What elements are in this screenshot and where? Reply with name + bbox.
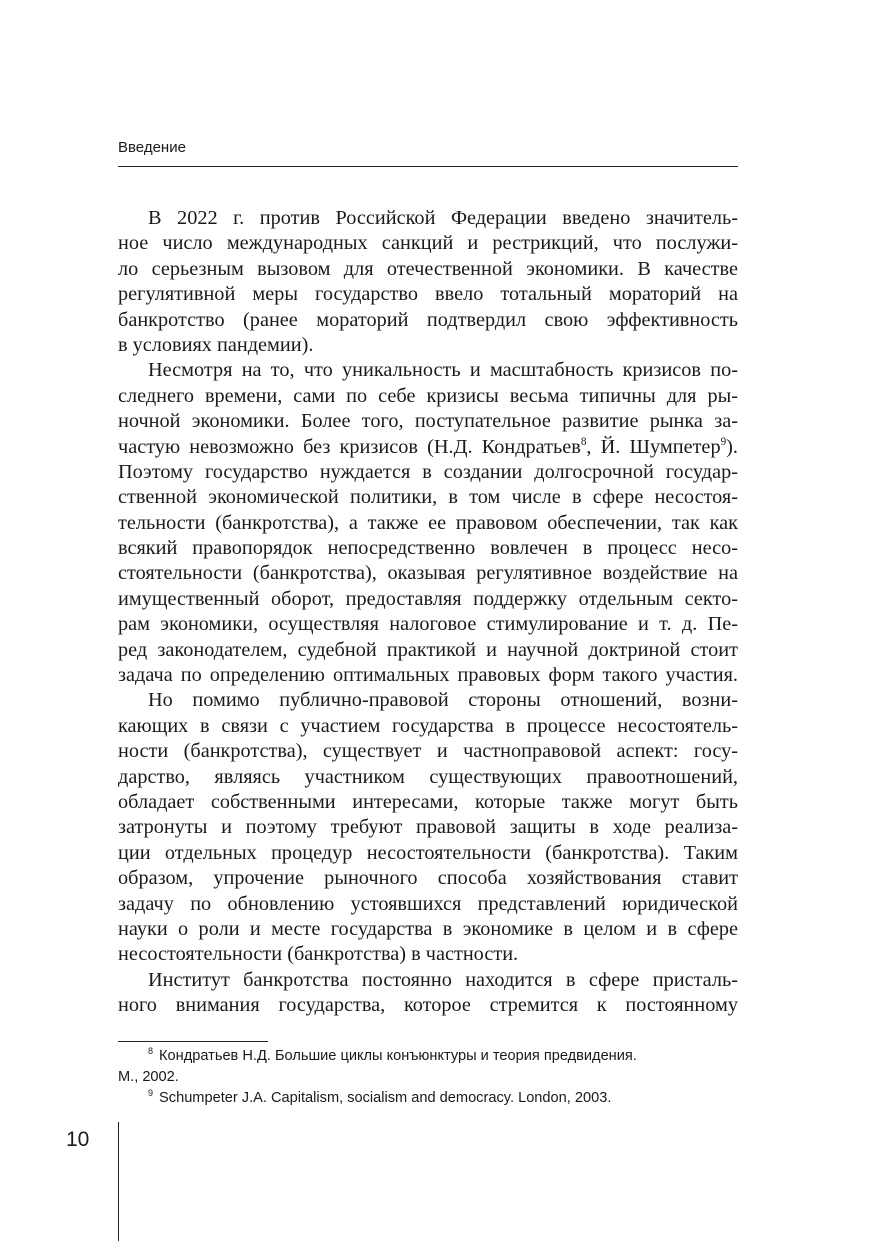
body-line: всякий правопорядок непосредственно вовлечен в процесс несо- [118, 537, 738, 560]
footnotes [118, 1046, 738, 1109]
body-line: ред законодателем, судебной практикой и научной доктриной стоит [118, 638, 738, 661]
body-line-segment: частую невозможно без кризисов (Н.Д. Кондратьев [118, 435, 581, 458]
body-line: имущественный оборот, предоставляя поддержку отдельным секто- [118, 587, 738, 610]
body-line: тельности (банкротства), а также ее правовом обеспечении, так как [118, 511, 738, 534]
body-line: ное число международных санкций и рестрикций, что послужи- [118, 232, 738, 255]
body-line-segment: ). [726, 435, 738, 458]
body-line: В 2022 г. против Российской Федерации введено значитель- [148, 207, 738, 229]
footnote-8 [118, 1046, 738, 1067]
body-line: ции отдельных процедур несостоятельности (банкротства). Таким [118, 841, 738, 864]
footnote-8-continuation: М., 2002. [118, 1069, 179, 1085]
body-line: Поэтому государство нуждается в создании долгосрочной государ- [118, 460, 738, 483]
footnote-ref-8[interactable]: 8 [580, 435, 587, 448]
body-line: дарство, являясь участником существующих правоотношений, [118, 765, 738, 788]
body-line: ности (банкротства), существует и частноправовой аспект: госу- [118, 740, 738, 763]
body-line: задачу по обновлению устоявшихся представлений юридической [118, 892, 738, 915]
footnote-number: 9 [148, 1088, 154, 1099]
body-line: образом, упрочение рыночного способа хозяйствования ставит [118, 867, 738, 890]
footnote-number: 8 [148, 1046, 154, 1057]
body-line: ного внимания государства, которое стремится к постоянному [118, 994, 738, 1017]
body-line-segment: , Й. Шумпетер [586, 435, 721, 458]
footnote-text: Schumpeter J.A. Capitalism, socialism and democracy. London, 2003. [159, 1090, 612, 1106]
body-line: ло серьезным вызовом для отечественной экономики. В качестве [118, 257, 738, 280]
running-head: Введение [118, 139, 186, 156]
body-line: обладает собственными интересами, которые также могут быть [118, 790, 738, 813]
header-rule [118, 166, 738, 167]
body-line: задача по определению оптимальных правовых форм такого участия. [118, 664, 738, 687]
body-line: ственной экономической политики, в том числе в сфере несостоя- [118, 486, 738, 509]
body-line: ночной экономики. Более того, поступательное развитие рынка за- [118, 410, 738, 433]
body-line: регулятивной меры государство ввело тотальный мораторий на [118, 283, 738, 306]
body-line: несостоятельности (банкротства) в частности. [118, 943, 519, 966]
footnote-9 [118, 1088, 738, 1109]
body-text [118, 206, 738, 1019]
body-line: науки о роли и месте государства в экономике в целом и в сфере [118, 917, 738, 940]
margin-rule [118, 1122, 119, 1241]
body-line: Но помимо публично-правовой стороны отношений, возни- [148, 689, 738, 712]
body-line: стоятельности (банкротства), оказывая регулятивное воздействие на [118, 562, 738, 585]
body-line: в условиях пандемии). [118, 333, 314, 356]
body-line: рам экономики, осуществляя налоговое стимулирование и т. д. Пе- [118, 613, 738, 636]
footnote-rule [118, 1041, 268, 1042]
body-line: Институт банкротства постоянно находится в сфере присталь- [148, 968, 738, 991]
page-number: 10 [66, 1128, 90, 1151]
footnote-ref-9[interactable]: 9 [720, 435, 727, 448]
body-line-with-footnote-refs [118, 435, 738, 460]
body-line: кающих в связи с участием государства в процессе несостоятель- [118, 714, 738, 737]
body-line: затронуты и поэтому требуют правовой защиты в ходе реализа- [118, 816, 738, 839]
footnote-text: Кондратьев Н.Д. Большие циклы конъюнктуры и теория предвидения. [159, 1048, 637, 1064]
body-line: следнего времени, сами по себе кризисы весьма типичны для ры- [118, 384, 738, 407]
body-line: Несмотря на то, что уникальность и масштабность кризисов по- [148, 359, 738, 382]
body-line: банкротство (ранее мораторий подтвердил свою эффективность [118, 308, 738, 331]
